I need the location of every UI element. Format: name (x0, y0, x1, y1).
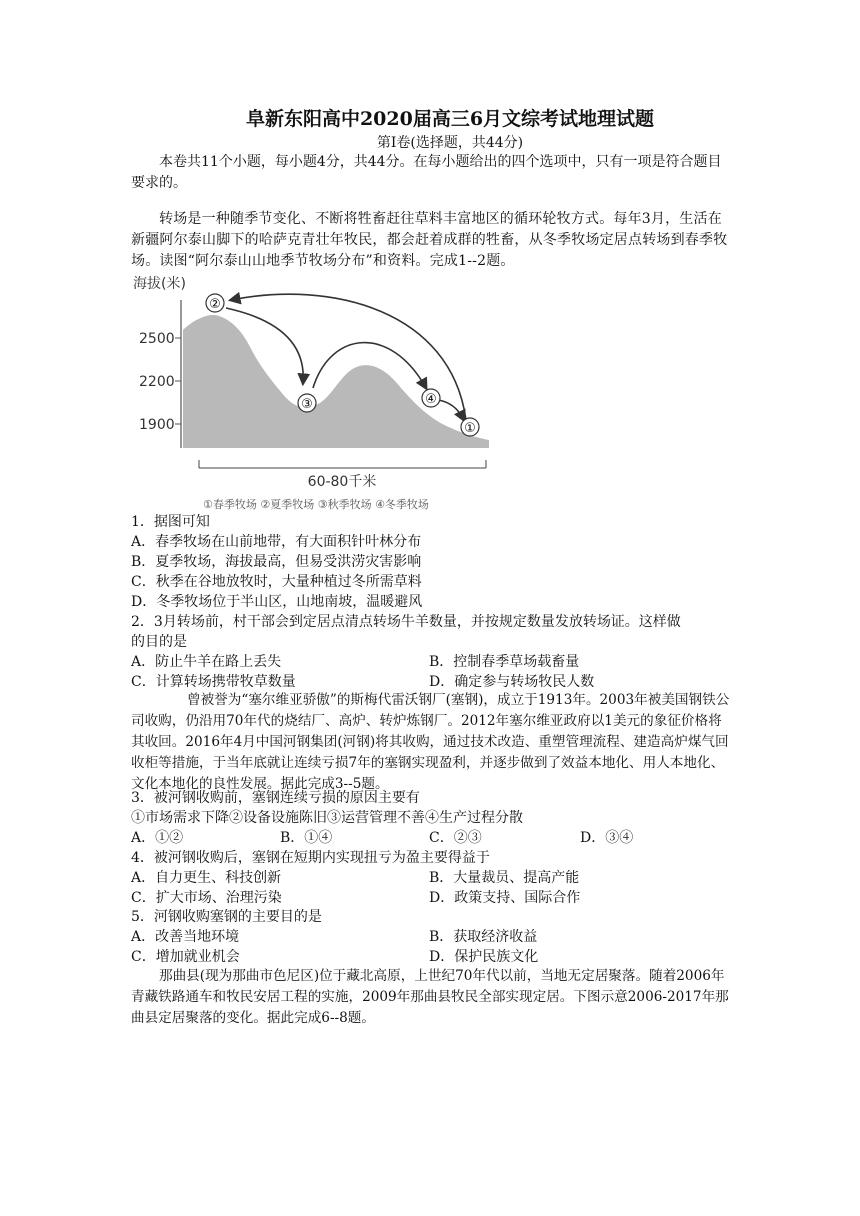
y-axis-label: 海拔(米) (133, 276, 186, 292)
q1-option-c[interactable]: C．秋季在谷地放牧时，大量种植过冬所需草料 (131, 574, 422, 590)
q4-option-b[interactable]: B．大量裁员、提高产能 (429, 870, 580, 886)
page-title: 阜新东阳高中2020届高三6月文综考试地理试题 (245, 108, 655, 130)
q1-stem: 1．据图可知 (131, 514, 210, 530)
terrain-profile (183, 315, 489, 448)
q2-option-a[interactable]: A．防止牛羊在路上丢失 (131, 654, 282, 670)
altai-pasture-figure (131, 270, 501, 515)
q4-option-d[interactable]: D．政策支持、国际合作 (429, 890, 581, 906)
q5-option-d[interactable]: D．保护民族文化 (429, 949, 539, 965)
y-tick-label: 1900 (139, 417, 175, 433)
y-tick-label: 2500 (139, 331, 175, 347)
q2-option-c[interactable]: C．计算转场携带牧草数量 (131, 674, 296, 690)
point-4-label: ④ (425, 392, 437, 407)
q3-stem: 3．被河钢收购前，塞钢连续亏损的原因主要有 (131, 790, 420, 806)
q4-option-c[interactable]: C．扩大市场、治理污染 (131, 890, 282, 906)
q2-stem-cont: 的目的是 (131, 634, 187, 650)
q3-items: ①市场需求下降②设备设施陈旧③运营管理不善④生产过程分散 (131, 810, 523, 826)
q4-option-a[interactable]: A．自力更生、科技创新 (131, 870, 282, 886)
q5-option-b[interactable]: B．获取经济收益 (429, 929, 538, 945)
point-2-label: ② (209, 297, 221, 312)
passage-2: 曾被誉为“塞尔维亚骄傲”的斯梅代雷沃钢厂(塞钢)，成立于1913年。2003年被美国钢铁公司收购，仍沿用70年代的烧结厂、高炉、转炉炼钢厂。2012年塞尔维亚政府以1美元的象征价格将其收回。2016年4月中国河钢集团(河钢)将其收购，通过技术改造、重塑管理流程、建造高炉煤气回收柜等措施，于当年底就让连续亏损7年的塞钢实现盈利，并逐步做到了效益本地化、用人本地化、文化本地化的良性发展。据此完成3--5题。 (131, 692, 730, 792)
point-3-label: ③ (301, 397, 313, 412)
arrow-winter-to-spring (438, 400, 464, 420)
point-1-label: ① (464, 421, 476, 436)
q3-option-c[interactable]: C．②③ (429, 830, 482, 846)
q2-stem: 2．3月转场前，村干部会到定居点清点转场牛羊数量，并按规定数量发放转场证。这样做 (131, 614, 681, 630)
section-heading: 第Ⅰ卷(选择题，共44分) (376, 135, 524, 151)
q1-option-b[interactable]: B．夏季牧场，海拔最高，但易受洪涝灾害影响 (131, 554, 422, 570)
q5-option-c[interactable]: C．增加就业机会 (131, 949, 240, 965)
passage-1: 转场是一种随季节变化、不断将牲畜赶往草料丰富地区的循环轮牧方式。每年3月，生活在新疆阿尔泰山脚下的哈萨克青壮年牧民，都会赶着成群的牲畜，从冬季牧场定居点转场到春季牧场。读图“阿尔泰山山地季节牧场分布”和资料。完成1--2题。 (131, 211, 728, 269)
passage-3: 那曲县(现为那曲市色尼区)位于藏北高原，上世纪70年代以前，当地无定居聚落。随着2006年青藏铁路通车和牧民安居工程的实施，2009年那曲县牧民全部实现定居。下图示意2006-2017年那曲县定居聚落的变化。据此完成6--8题。 (131, 968, 729, 1026)
q3-option-d[interactable]: D．③④ (580, 830, 634, 846)
q1-option-d[interactable]: D．冬季牧场位于半山区，山地南坡，温暖避风 (131, 594, 423, 610)
q3-option-b[interactable]: B．①④ (280, 830, 333, 846)
q3-option-a[interactable]: A．①② (131, 830, 184, 846)
q1-option-a[interactable]: A．春季牧场在山前地带，有大面积针叶林分布 (131, 534, 422, 550)
y-tick-label: 2200 (139, 374, 175, 390)
q2-option-b[interactable]: B．控制春季草场载畜量 (429, 654, 580, 670)
altai-pasture-diagram (131, 270, 501, 515)
q5-option-a[interactable]: A．改善当地环境 (131, 929, 240, 945)
instructions: 本卷共11个小题，每小题4分，共44分。在每小题给出的四个选项中，只有一项是符合题目要求的。 (131, 154, 722, 191)
distance-label: 60-80千米 (307, 474, 377, 490)
figure-legend: ①春季牧场 ②夏季牧场 ③秋季牧场 ④冬季牧场 (203, 498, 429, 511)
q4-stem: 4．被河钢收购后，塞钢在短期内实现扭亏为盈主要得益于 (131, 850, 490, 866)
q5-stem: 5．河钢收购塞钢的主要目的是 (131, 909, 322, 925)
q2-option-d[interactable]: D．确定参与转场牧民人数 (429, 674, 595, 690)
